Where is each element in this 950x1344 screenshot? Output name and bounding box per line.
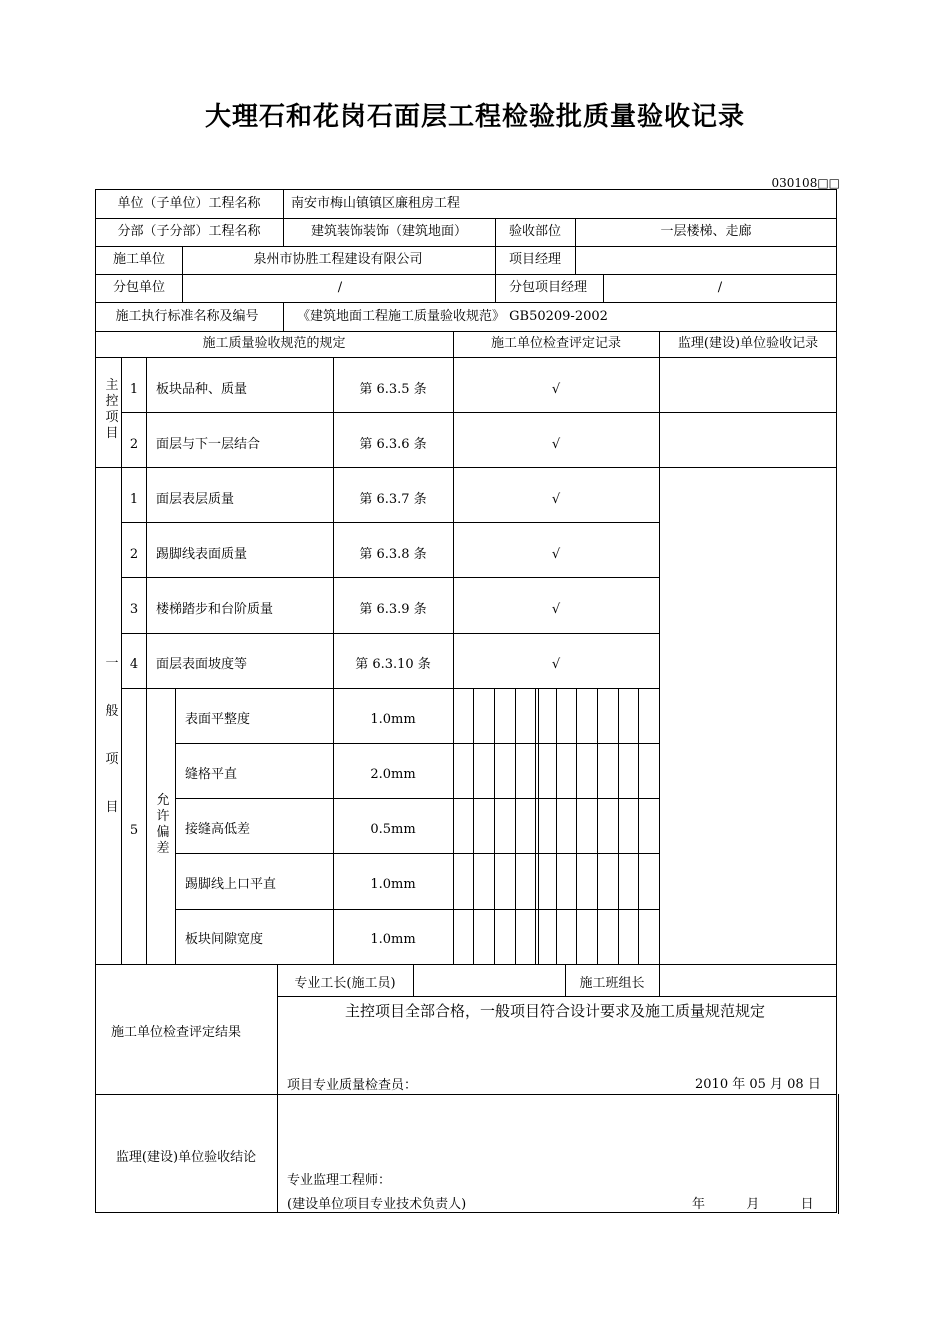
- col-line: [453, 331, 454, 688]
- col-line: [121, 357, 122, 964]
- general-item-name: 踢脚线表面质量: [156, 547, 248, 562]
- tolerance-grid-line: [597, 688, 598, 964]
- general-item-name: 面层表层质量: [156, 492, 235, 507]
- inspector-label: 项目专业质量检查员：: [287, 1078, 418, 1093]
- general-item-no: 4: [129, 657, 139, 672]
- tolerance-grid-line: [515, 688, 516, 964]
- frame-edge: [838, 1094, 839, 1214]
- col-line: [495, 274, 496, 302]
- general-items-label: 一般项目: [105, 656, 119, 815]
- col-line: [182, 246, 183, 274]
- tolerance-value: 0.5mm: [370, 822, 416, 837]
- sub-label: 分部（子分部）工程名称: [117, 224, 261, 239]
- general-item-clause: 第 6.3.10 条: [355, 657, 431, 672]
- main-item-check: √: [551, 437, 561, 452]
- row-line: [175, 743, 659, 744]
- col-line: [495, 218, 496, 246]
- tolerance-value: 1.0mm: [370, 932, 416, 947]
- tolerance-grid-line: [638, 688, 639, 964]
- row-line: [121, 633, 659, 634]
- general-item-no: 3: [129, 602, 139, 617]
- standard-value: 《建筑地面工程施工质量验收规范》 GB50209-2002: [297, 309, 608, 324]
- contractor-label: 施工单位: [112, 252, 166, 267]
- col-line: [659, 964, 660, 996]
- main-items-label: 主控项目: [105, 378, 119, 441]
- general-item-check: √: [551, 657, 561, 672]
- general-item-clause: 第 6.3.7 条: [359, 492, 427, 507]
- col-line: [283, 189, 284, 218]
- col-line: [283, 302, 284, 331]
- unit-label: 单位（子单位）工程名称: [117, 196, 261, 211]
- general-item-check: √: [551, 547, 561, 562]
- foreman-label: 专业工长(施工员): [294, 976, 396, 991]
- row-line: [95, 1094, 837, 1095]
- row-line: [95, 467, 837, 468]
- main-item-check: √: [551, 382, 561, 397]
- general-item-clause: 第 6.3.8 条: [359, 547, 427, 562]
- main-item-no: 1: [129, 382, 139, 397]
- spec-column-header: 施工质量验收规范的规定: [202, 336, 346, 351]
- accept-part-value: 一层楼梯、走廊: [660, 224, 752, 239]
- row-line: [95, 357, 837, 358]
- tolerance-value: 1.0mm: [370, 877, 416, 892]
- pm-label: 项目经理: [508, 252, 562, 267]
- general-item-clause: 第 6.3.9 条: [359, 602, 427, 617]
- subcontractor-label: 分包单位: [112, 280, 166, 295]
- row-line: [95, 218, 837, 219]
- result-label: 施工单位检查评定结果: [110, 1025, 242, 1040]
- sub-pm-value: /: [717, 280, 723, 295]
- result-date: 2010 年 05 月 08 日: [695, 1077, 821, 1092]
- tolerance-name: 踢脚线上口平直: [185, 877, 277, 892]
- row-line: [175, 853, 659, 854]
- supervision-label: 监理(建设)单位验收结论: [115, 1150, 257, 1165]
- col-line: [277, 964, 278, 1212]
- row-line: [121, 412, 837, 413]
- row-line: [277, 996, 837, 997]
- tolerance-value: 2.0mm: [370, 767, 416, 782]
- sub-pm-label: 分包项目经理: [508, 280, 588, 295]
- main-item-clause: 第 6.3.5 条: [359, 382, 427, 397]
- col-line: [603, 274, 604, 302]
- row-line: [95, 274, 837, 275]
- tolerance-grid-line: [473, 688, 474, 964]
- general-item-name: 面层表面坡度等: [156, 657, 248, 672]
- contractor-check-column-header: 施工单位检查评定记录: [490, 336, 622, 351]
- col-line: [659, 331, 660, 964]
- engineer-label: 专业监理工程师：: [287, 1173, 392, 1188]
- tolerance-grid-line: [538, 688, 539, 964]
- tolerance-grid-line: [535, 688, 536, 964]
- row-line: [121, 688, 659, 689]
- tolerance-label: 允许偏差: [156, 793, 170, 856]
- tolerance-name: 板块间隙宽度: [185, 932, 264, 947]
- tolerance-grid-line: [556, 688, 557, 964]
- general-item-check: √: [551, 492, 561, 507]
- row-line: [121, 577, 659, 578]
- form-code: 030108□□: [771, 176, 840, 190]
- main-item-clause: 第 6.3.6 条: [359, 437, 427, 452]
- row-line: [95, 964, 837, 965]
- main-item-no: 2: [129, 437, 139, 452]
- general-item-no: 2: [129, 547, 139, 562]
- main-item-name: 板块品种、质量: [156, 382, 248, 397]
- tolerance-name: 表面平整度: [185, 712, 251, 727]
- col-line: [575, 246, 576, 274]
- unit-value: 南安市梅山镇镇区廉租房工程: [291, 196, 461, 211]
- col-line: [175, 688, 176, 964]
- contractor-value: 泉州市协胜工程建设有限公司: [253, 252, 423, 267]
- row-line: [95, 246, 837, 247]
- col-line: [182, 274, 183, 302]
- row-line: [95, 331, 837, 332]
- general-item-name: 楼梯踏步和台阶质量: [156, 602, 274, 617]
- general-item-check: √: [551, 602, 561, 617]
- tolerance-grid-line: [494, 688, 495, 964]
- col-line: [495, 246, 496, 274]
- col-line: [413, 964, 414, 996]
- main-item-name: 面层与下一层结合: [156, 437, 261, 452]
- row-line: [175, 798, 659, 799]
- supervision-date-blank: 年 月 日: [692, 1197, 814, 1212]
- tolerance-grid-line: [618, 688, 619, 964]
- col-line: [565, 964, 566, 996]
- standard-label: 施工执行标准名称及编号: [115, 309, 259, 324]
- team-leader-label: 施工班组长: [579, 976, 645, 991]
- accept-part-label: 验收部位: [508, 224, 562, 239]
- owner-label: (建设单位项目专业技术负责人): [287, 1197, 467, 1212]
- col-line: [283, 218, 284, 246]
- col-line: [333, 357, 334, 964]
- row-line: [95, 302, 837, 303]
- result-conclusion: 主控项目全部合格，一般项目符合设计要求及施工质量规范规定: [344, 1002, 766, 1020]
- col-line: [575, 218, 576, 246]
- row-line: [175, 909, 659, 910]
- document-title: 大理石和花岗石面层工程检验批质量验收记录: [204, 102, 745, 132]
- tolerance-grid-line: [576, 688, 577, 964]
- tolerance-name: 接缝高低差: [185, 822, 251, 837]
- col-line: [146, 357, 147, 964]
- tolerance-grid-line: [453, 688, 454, 964]
- row-line: [121, 522, 659, 523]
- sub-value: 建筑装饰装饰（建筑地面）: [310, 224, 468, 239]
- supervisor-column-header: 监理(建设)单位验收记录: [677, 336, 819, 351]
- tolerance-name: 缝格平直: [185, 767, 238, 782]
- tolerance-item-no: 5: [129, 823, 139, 838]
- general-item-no: 1: [129, 492, 139, 507]
- subcontractor-value: /: [337, 280, 343, 295]
- tolerance-value: 1.0mm: [370, 712, 416, 727]
